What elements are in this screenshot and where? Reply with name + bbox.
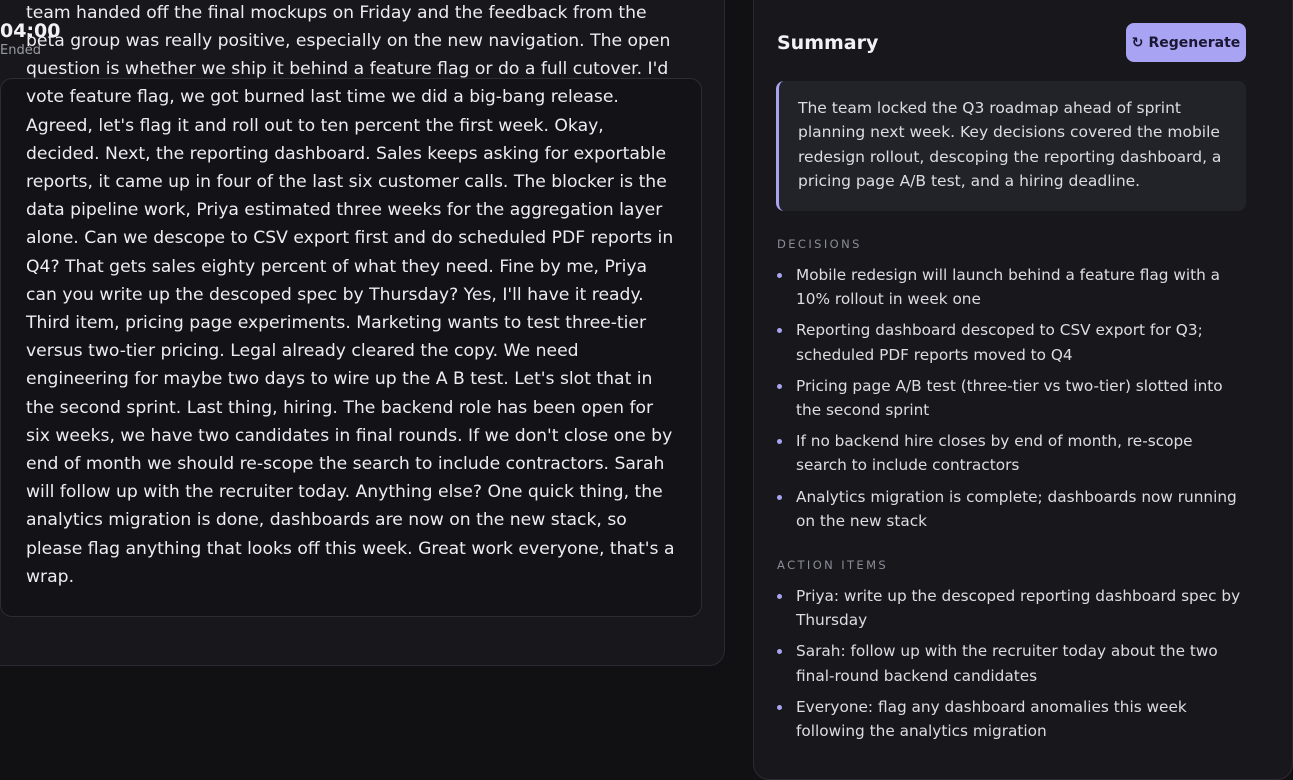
- timer-value: 04:00: [0, 20, 61, 42]
- summary-overview-text: The team locked the Q3 roadmap ahead of sprint planning next week. Key decisions covered the mobile redesign rollout, descoping the reporting dashboard, a pricing page A/B test, and a hiring deadline.: [798, 99, 1222, 190]
- decisions-list: [777, 263, 1247, 540]
- decision-item: Pricing page A/B test (three-tier vs two-tier) slotted into the second sprint: [777, 374, 1247, 423]
- action-items-list: [777, 584, 1247, 750]
- action-item: Everyone: flag any dashboard anomalies this week following the analytics migration: [777, 695, 1247, 744]
- timer-status: Ended: [0, 43, 41, 58]
- bullet-dot-icon: [777, 439, 782, 444]
- decision-item: Mobile redesign will launch behind a feature flag with a 10% rollout in week one: [777, 263, 1247, 312]
- bullet-dot-icon: [777, 594, 782, 599]
- bullet-dot-icon: [777, 273, 782, 278]
- regenerate-button[interactable]: [1126, 23, 1246, 62]
- refresh-icon: ↻: [1131, 34, 1144, 51]
- bullet-dot-icon: [777, 495, 782, 500]
- decision-item: If no backend hire closes by end of month, re-scope search to include contractors: [777, 429, 1247, 478]
- summary-overview-card: [776, 81, 1246, 211]
- bullet-dot-icon: [777, 649, 782, 654]
- action-item: Sarah: follow up with the recruiter today about the two final-round backend candidates: [777, 639, 1247, 688]
- decision-item: Reporting dashboard descoped to CSV export for Q3; scheduled PDF reports moved to Q4: [777, 318, 1247, 367]
- decisions-heading: DECISIONS: [777, 237, 862, 251]
- decision-item: Analytics migration is complete; dashboards now running on the new stack: [777, 485, 1247, 534]
- bullet-dot-icon: [777, 328, 782, 333]
- bullet-dot-icon: [777, 384, 782, 389]
- regenerate-label: Regenerate: [1148, 34, 1241, 51]
- action-items-heading: ACTION ITEMS: [777, 558, 889, 572]
- transcript-text: team handed off the final mockups on Friday and the feedback from the beta group was really positive, especially on the new navigation. The open question is whether we ship it behind a feature flag or do a full cutover. I'd vote feature flag, we got burned last time we did a big-bang release. Agreed, let's flag it and roll out to ten percent the first week. Okay, decided. Next, the reporting dashboard. Sales keeps asking for exportable reports, it came up in four of the last six customer calls. The blocker is the data pipeline work, Priya estimated three weeks for the aggregation layer alone. Can we descope to CSV export first and do scheduled PDF reports in Q4? That gets sales eighty percent of what they need. Fine by me, Priya can you write up the descoped spec by Thursday? Yes, I'll have it ready. Third item, pricing page experiments. Marketing wants to test three-tier versus two-tier pricing. Legal already cleared the copy. We need engineering for maybe two days to wire up the A B test. Let's slot that in the second sprint. Last thing, hiring. The backend role has been open for six weeks, we have two candidates in final rounds. If we don't close one by end of month we should re-scope the search to include contractors. Sarah will follow up with the recruiter today. Anything else? One quick thing, the analytics migration is done, dashboards are now on the new stack, so please flag anything that looks off this week. Great work everyone, that's a wrap.: [26, 2, 675, 587]
- action-item: Priya: write up the descoped reporting dashboard spec by Thursday: [777, 584, 1247, 633]
- bullet-dot-icon: [777, 705, 782, 710]
- summary-title: Summary: [777, 32, 879, 54]
